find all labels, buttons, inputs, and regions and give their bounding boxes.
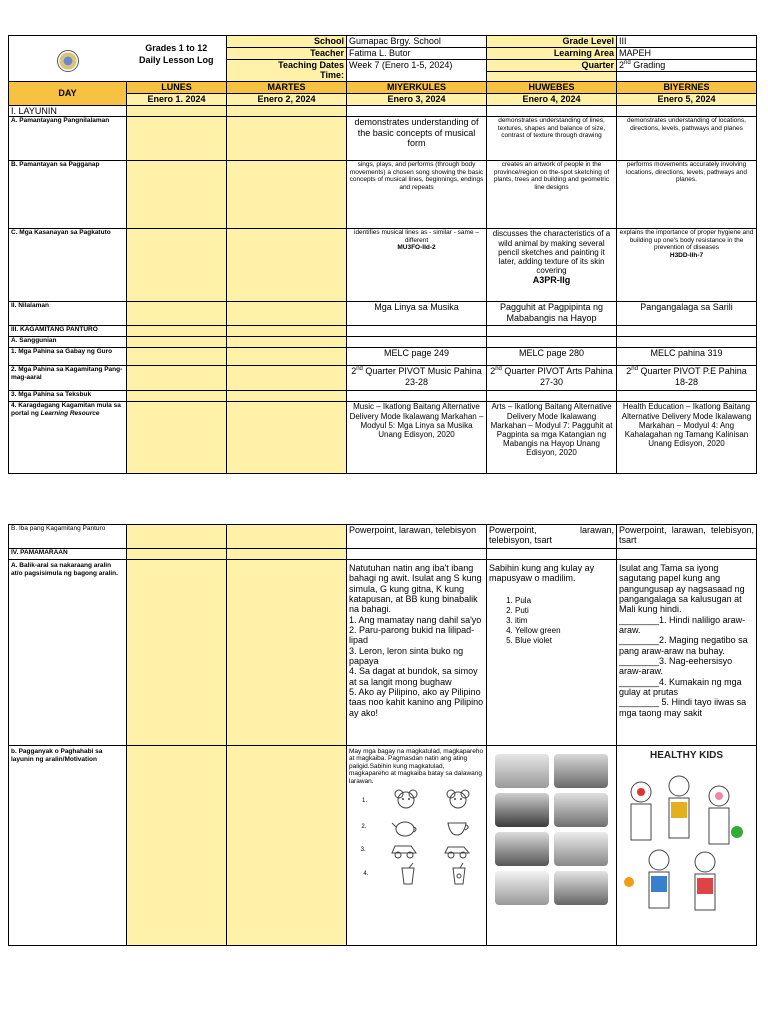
grades-title: Grades 1 to 12 <box>145 43 208 53</box>
balik-wed-item: 5. Ako ay Pilipino, ako ay Pilipino taas noo kahit kanino ang Pilipino ay ako! <box>349 687 484 718</box>
cell-lr-fri: Health Education – Ikatlong Baitang Alternative Delivery Mode Ikalawang Markahan – Modyul 4: Ang Kahalagahan ng Tamang Kalinisan Unang Edisyon, 2020 <box>617 402 757 474</box>
color-item: 5. Blue violet <box>515 636 614 646</box>
cell-iba-wed: Powerpoint, larawan, telebisyon <box>347 525 487 549</box>
day-label: DAY <box>9 82 127 106</box>
kag-wed-rest: Quarter PIVOT Music Pahina 23-28 <box>362 366 482 387</box>
grade-level-label: Grade Level <box>487 36 617 48</box>
row-label-pagganyak: b. Pagganyak o Paghahabi sa layunin ng aralin/Motivation <box>9 746 127 946</box>
day-name-tue: MARTES <box>227 82 347 94</box>
empty-cell <box>347 337 487 348</box>
balik-wed-item: 4. Sa dagat at bundok, sa simoy at sa langit mong bughaw <box>349 666 478 687</box>
cell-ii-wed: Mga Linya sa Musika <box>347 302 487 326</box>
cell-gabay-thu: MELC page 280 <box>487 348 617 366</box>
balik-fri-item: ________2. Maging negatibo sa pang araw-araw na buhay. <box>619 635 748 656</box>
empty-cell <box>127 302 227 326</box>
row-label-iba-kagamitan: B. Iba pang Kagamitang Panturo <box>9 525 127 549</box>
color-item: 1. Pula <box>515 596 614 606</box>
teddy-bear-icon <box>445 789 471 813</box>
quarter-value <box>617 60 757 72</box>
balik-fri-item: ________1. Hindi naliligo araw-araw. <box>619 614 746 636</box>
empty-cell <box>487 326 617 337</box>
empty-cell <box>487 106 617 117</box>
cell-b-fri: performs movements accurately involving locations, directions, levels, pathways and planes. <box>617 161 757 229</box>
empty-cell <box>127 549 227 560</box>
day-date-fri: Enero 5, 2024 <box>617 94 757 106</box>
cell-a-fri: demonstrates understanding of locations, directions, levels, pathways and planes <box>617 117 757 161</box>
day-name-fri: BIYERNES <box>617 82 757 94</box>
cell-kag-fri <box>617 366 757 391</box>
empty-cell <box>127 337 227 348</box>
kag-fri-sup: nd <box>631 366 638 373</box>
teacup-icon <box>444 817 472 837</box>
cell-lr-thu: Arts – Ikatlong Baitang Alternative Delivery Mode Ikalawang Markahan – Modyul 7: Pagguhit at Pagpinta sa mga Katangian ng Mabangis na Hayop Unang Edisyon, 2020 <box>487 402 617 474</box>
day-date-wed: Enero 3, 2024 <box>347 94 487 106</box>
day-name-mon: LUNES <box>127 82 227 94</box>
empty-cell <box>617 391 757 402</box>
balik-wed-intro: Natutuhan natin ang iba't ibang bahagi ng awit. Isulat ang S kung simula, G kung gitna, K kung katapusan, at BB kung binabalik na bahagi. <box>349 563 482 615</box>
empty-cell <box>487 391 617 402</box>
cell-c-wed <box>347 229 487 302</box>
row-label-gabay-guro: 1. Mga Pahina sa Gabay ng Guro <box>9 348 127 366</box>
balik-fri-intro: Isulat ang Tama sa iyong sagutang papel kung ang pangungusap ay nagsasaad ng pangangalaga sa kalusugan at Mali kung hindi. <box>619 563 745 615</box>
balik-thu-intro: Sabihin kung ang kulay ay mapusyaw o madilim. <box>489 563 595 584</box>
cell-pagganyak-fri <box>617 746 757 946</box>
empty-cell <box>127 525 227 549</box>
dog-photo <box>554 871 608 905</box>
car-icon <box>442 841 472 859</box>
pair-row <box>349 863 484 885</box>
cell-c-fri-code: H3DD-IIh-7 <box>669 251 704 259</box>
drink-glass-icon <box>448 863 470 885</box>
pair-row <box>349 817 484 837</box>
elephant-photo <box>554 754 608 788</box>
empty-cell <box>227 302 347 326</box>
empty-cell <box>127 366 227 391</box>
deped-seal-icon <box>57 50 79 72</box>
teapot-icon <box>391 817 419 837</box>
empty-cell <box>227 326 347 337</box>
learning-area-value: MAPEH <box>617 48 757 60</box>
teacher-value: Fatima L. Butor <box>347 48 487 60</box>
empty-cell <box>347 549 487 560</box>
row-label-pamantayan-pagganap: B. Pamantayan sa Pagganap <box>9 161 127 229</box>
empty-cell <box>127 746 227 946</box>
row-label-kagamitang-panturo: III. KAGAMITANG PANTURO <box>9 326 127 337</box>
day-name-wed: MIYERKULES <box>347 82 487 94</box>
cell-c-wed-text: identifies musical lines as - similar - same – different <box>354 229 479 244</box>
row-label-sanggunian: A. Sanggunian <box>9 337 127 348</box>
teaching-dates-label-line1: Teaching Dates <box>278 60 344 70</box>
row-label-teksbuk: 3. Mga Pahina sa Teksbuk <box>9 391 127 402</box>
lesson-log-table-page1 <box>8 35 757 474</box>
empty-cell <box>617 326 757 337</box>
color-list <box>489 596 614 646</box>
cell-c-fri <box>617 229 757 302</box>
pagganyak-wed-text: May mga bagay na magkatulad, magkapareho at magkaiba. Pagmasdan natin ang ating paligid.Sabihin kung magkatulad, magkapareho at magkaiba batay sa dalawang larawan. <box>349 748 484 785</box>
pair-row <box>349 789 484 813</box>
empty-cell <box>227 525 347 549</box>
empty-cell <box>617 549 757 560</box>
cell-c-wed-code: MU3FO-IId-2 <box>397 244 436 252</box>
empty-cell <box>617 337 757 348</box>
cell-lr-wed: Music – Ikatlong Baitang Alternative Delivery Mode Ikalawang Markahan – Modyul 5: Mga Linya sa Musika Unang Edisyon, 2020 <box>347 402 487 474</box>
horse-photo <box>554 793 608 827</box>
grade-level-value: III <box>617 36 757 48</box>
lesson-log-table-page2 <box>8 524 757 946</box>
deped-logo-cell <box>9 36 127 82</box>
empty-cell <box>227 402 347 474</box>
cell-gabay-wed: MELC page 249 <box>347 348 487 366</box>
kag-thu-rest: Quarter PIVOT Arts Pahina 27-30 <box>501 366 613 387</box>
lr-label-italic: Learning Resource <box>40 410 100 418</box>
cell-balik-fri <box>617 560 757 746</box>
quarter-num: 2 <box>619 60 625 70</box>
balik-wed-item: 2. Paru-parong bukid na lilipad-lipad <box>349 625 475 646</box>
empty-cell <box>617 106 757 117</box>
animal-picture-grid <box>489 750 614 909</box>
learning-area-label: Learning Area <box>487 48 617 60</box>
cell-a-wed: demonstrates understanding of the basic concepts of musical form <box>347 117 487 161</box>
row-label-kasanayan: C. Mga Kasanayan sa Pagkatuto <box>9 229 127 302</box>
teaching-dates-value: Week 7 (Enero 1-5, 2024) <box>347 60 487 82</box>
empty-cell <box>227 229 347 302</box>
cell-balik-thu <box>487 560 617 746</box>
boar-photo <box>495 832 549 866</box>
section-layunin: I. LAYUNIN <box>9 106 127 117</box>
cell-c-fri-text: explains the importance of proper hygiene and building up one's body resistance in the prevention of diseases <box>619 229 754 252</box>
cell-gabay-fri: MELC pahina 319 <box>617 348 757 366</box>
day-date-mon: Enero 1. 2024 <box>127 94 227 106</box>
empty-cell <box>347 326 487 337</box>
kag-fri-rest: Quarter PIVOT P.E Pahina 18-28 <box>637 366 747 387</box>
empty-cell <box>127 229 227 302</box>
kag-wed-num: 2 <box>351 366 357 377</box>
quarter-sup: nd <box>624 60 631 66</box>
teddy-bear-icon <box>393 789 419 813</box>
teaching-dates-label <box>227 60 347 82</box>
empty-cell <box>127 326 227 337</box>
row-label-kagamitang-mag-aaral: 2. Mga Pahina sa Kagamitang Pang-mag-aaral <box>9 366 127 391</box>
quarter-rest: Grading <box>630 60 666 70</box>
day-date-thu: Enero 4, 2024 <box>487 94 617 106</box>
cell-balik-wed <box>347 560 487 746</box>
cell-ii-thu: Pagguhit at Pagpipinta ng Mababangis na Hayop <box>487 302 617 326</box>
balik-wed-item: 3. Leron, leron sinta buko ng papaya <box>349 645 464 667</box>
parrot-photo <box>554 832 608 866</box>
cell-c-thu <box>487 229 617 302</box>
empty-cell <box>347 391 487 402</box>
pair-num: 2. <box>361 823 367 830</box>
empty-cell <box>487 549 617 560</box>
kag-thu-num: 2 <box>490 366 496 377</box>
empty-cell <box>227 560 347 746</box>
cell-iba-thu: Powerpoint, larawan, telebisyon, tsart <box>487 525 617 549</box>
pair-num: 1. <box>361 797 367 804</box>
balik-wed-item: 1. Ang mamatay nang dahil sa'yo <box>349 614 482 625</box>
kag-fri-num: 2 <box>626 366 632 377</box>
row-label-nilalaman: II. Nilalaman <box>9 302 127 326</box>
pair-num: 3. <box>360 846 366 853</box>
cell-c-thu-code: A3PR-IIg <box>532 275 571 286</box>
empty-cell <box>227 337 347 348</box>
empty-cell <box>127 560 227 746</box>
cell-pagganyak-thu <box>487 746 617 946</box>
buffalo-photo <box>495 793 549 827</box>
empty-cell <box>227 161 347 229</box>
empty-cell <box>127 106 227 117</box>
empty-cell <box>227 549 347 560</box>
car-icon <box>389 841 419 859</box>
cell-kag-wed <box>347 366 487 391</box>
row-label-balik-aral: A. Balik-aral sa nakaraang aralin at/o pagsisimula ng bagong aralin. <box>9 560 127 746</box>
healthy-kids-illustration <box>619 762 753 932</box>
penguin-photo <box>495 754 549 788</box>
cell-iba-fri: Powerpoint, larawan, telebisyon, tsart <box>617 525 757 549</box>
cell-b-wed: sings, plays, and performs (through body movements) a chosen song showing the basic concepts of musical lines, beginnings, endings and repeats <box>347 161 487 229</box>
color-item: 4. Yellow green <box>515 626 614 636</box>
drink-glass-icon <box>397 863 419 885</box>
empty-cell <box>227 117 347 161</box>
quarter-spacer <box>487 72 617 82</box>
kag-thu-sup: nd <box>495 366 502 373</box>
quarter-label: Quarter <box>487 60 617 72</box>
balik-fri-item: ________4. Kumakain ng mga gulay at prutas <box>619 676 742 698</box>
empty-cell <box>127 402 227 474</box>
balik-fri-item: ________3. Nag-eehersisyo araw-araw. <box>619 656 733 677</box>
day-date-tue: Enero 2, 2024 <box>227 94 347 106</box>
teacher-label: Teacher <box>227 48 347 60</box>
cell-kag-thu <box>487 366 617 391</box>
healthy-kids-title: HEALTHY KIDS <box>650 750 723 761</box>
empty-cell <box>347 106 487 117</box>
dll-title-cell <box>127 36 227 82</box>
school-label: School <box>227 36 347 48</box>
color-item: 3. itim <box>515 616 614 626</box>
teaching-dates-label-line2: Time: <box>320 70 344 81</box>
day-name-thu: HUWEBES <box>487 82 617 94</box>
empty-cell <box>227 366 347 391</box>
balik-fri-item: ________ 5. Hindi tayo iiwas sa mga taong may sakit <box>619 697 747 718</box>
empty-cell <box>127 161 227 229</box>
row-label-learning-resource <box>9 402 127 474</box>
empty-cell <box>127 348 227 366</box>
color-item: 2. Puti <box>515 606 614 616</box>
pair-num: 4. <box>363 870 369 877</box>
empty-cell <box>227 106 347 117</box>
dll-title: Daily Lesson Log <box>138 54 214 65</box>
cell-a-thu: demonstrates understanding of lines, textures, shapes and balance of size, contrast of texture through drawing <box>487 117 617 161</box>
cell-ii-fri: Pangangalaga sa Sarili <box>617 302 757 326</box>
empty-cell <box>127 117 227 161</box>
kag-wed-sup: nd <box>356 366 363 373</box>
pair-row <box>349 841 484 859</box>
cell-b-thu: creates an artwork of people in the province/region on the-spot sketching of plants, trees and building and geometric line designs <box>487 161 617 229</box>
row-label-pamantayang-pangnilalaman: A. Pamantayang Pangnilalaman <box>9 117 127 161</box>
empty-cell <box>127 391 227 402</box>
empty-cell <box>227 746 347 946</box>
lr-label-text: 4. Karagdagang Kagamitan mula sa portal ng <box>11 402 121 418</box>
empty-cell <box>487 337 617 348</box>
empty-cell <box>227 391 347 402</box>
quarter-spacer-value <box>617 72 757 82</box>
school-value: Gumapac Brgy. School <box>347 36 487 48</box>
row-label-pamamaraan: IV. PAMAMARAAN <box>9 549 127 560</box>
chicken-photo <box>495 871 549 905</box>
empty-cell <box>227 348 347 366</box>
cell-pagganyak-wed <box>347 746 487 946</box>
cell-c-thu-text: discusses the characteristics of a wild animal by making several pencil sketches and painting it later, adding texture of its skin covering <box>492 229 611 276</box>
